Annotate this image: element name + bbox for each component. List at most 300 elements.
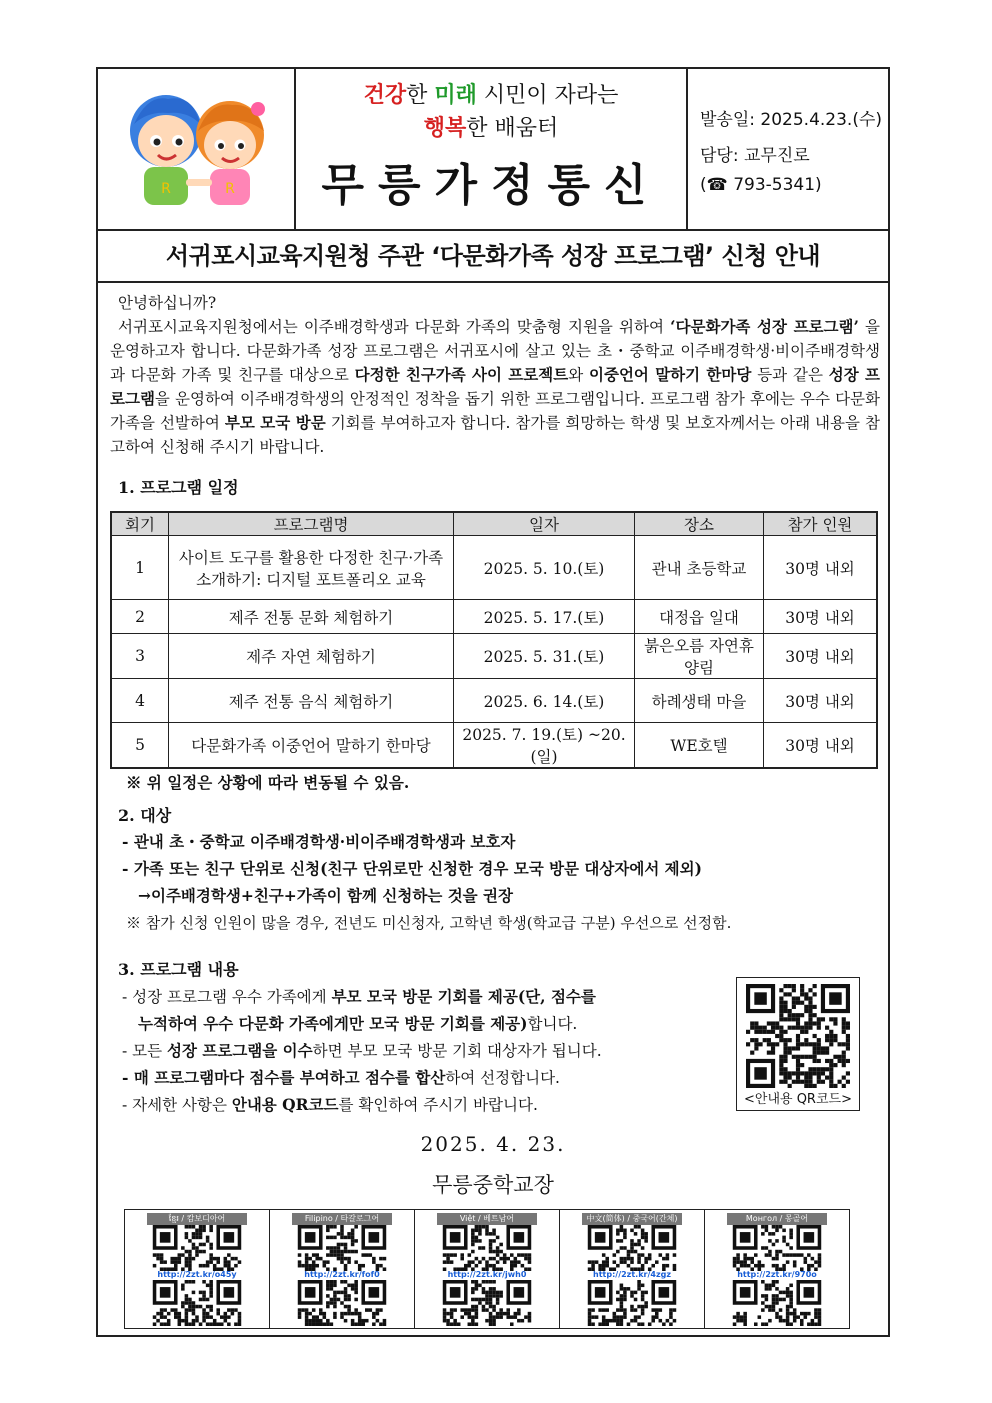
qr-module	[443, 1319, 447, 1323]
qr-module	[475, 1236, 479, 1240]
qr-module	[743, 1260, 747, 1264]
qr-module	[199, 1291, 203, 1295]
qr-module	[354, 1250, 358, 1254]
language-qr-cell[interactable]	[705, 1210, 849, 1328]
table-row	[111, 634, 877, 679]
program-name: 제주 전통 음식 체험하기	[169, 679, 454, 723]
qr-module	[804, 1005, 808, 1009]
qr-module	[178, 1312, 182, 1316]
qr-module	[496, 1291, 500, 1295]
qr-module	[595, 1315, 599, 1319]
qr-module	[347, 1305, 351, 1309]
qr-module	[846, 1034, 850, 1038]
qr-module	[800, 1319, 804, 1323]
guide-qr-code[interactable]	[746, 984, 850, 1088]
qr-module	[326, 1301, 330, 1305]
qr-module	[216, 1260, 220, 1264]
qr-module	[842, 1017, 846, 1021]
qr-module	[846, 1042, 850, 1046]
qr-module	[637, 1260, 641, 1264]
qr-module	[814, 1308, 818, 1312]
qr-module	[517, 1312, 521, 1316]
qr-module	[808, 1026, 812, 1030]
qr-module	[517, 1260, 521, 1264]
qr-module	[768, 1319, 772, 1323]
qr-module	[471, 1287, 475, 1291]
qr-module	[838, 1055, 842, 1059]
qr-module	[471, 1260, 475, 1264]
qr-finder-pattern	[369, 1287, 380, 1298]
qr-module	[591, 1264, 595, 1268]
qr-module	[796, 1034, 800, 1038]
qr-module	[181, 1287, 185, 1291]
qr-module	[475, 1257, 479, 1261]
qr-module	[804, 1055, 808, 1059]
qr-module	[170, 1260, 174, 1264]
language-qr-cell[interactable]	[270, 1210, 415, 1328]
qr-module	[620, 1294, 624, 1298]
qr-module	[761, 1264, 765, 1268]
qr-module	[792, 988, 796, 992]
qr-module	[199, 1264, 203, 1268]
qr-module	[464, 1264, 468, 1268]
qr-module	[365, 1319, 369, 1323]
qr-module	[475, 1308, 479, 1312]
qr-module	[637, 1239, 641, 1243]
qr-module	[524, 1257, 528, 1261]
qr-module	[808, 996, 812, 1000]
qr-module	[503, 1257, 507, 1261]
qr-module	[829, 1067, 833, 1071]
qr-module	[623, 1298, 627, 1302]
qr-module	[213, 1264, 217, 1268]
qr-module	[779, 1298, 783, 1302]
qr-module	[185, 1319, 189, 1323]
newsletter-header	[98, 69, 888, 231]
qr-module	[485, 1280, 489, 1284]
qr-module	[623, 1260, 627, 1264]
language-url[interactable]: http://2zt.kr/970o	[737, 1270, 817, 1279]
qr-module	[842, 1063, 846, 1067]
qr-module	[772, 1243, 776, 1247]
program-count: 30명 내외	[764, 600, 878, 634]
language-qr-cell[interactable]	[125, 1210, 270, 1328]
qr-module	[361, 1264, 365, 1268]
qr-module	[793, 1312, 797, 1316]
qr-module	[468, 1312, 472, 1316]
qr-module	[188, 1225, 192, 1229]
qr-module	[192, 1312, 196, 1316]
qr-module	[763, 1030, 767, 1034]
qr-module	[813, 1055, 817, 1059]
qr-module	[209, 1246, 213, 1250]
qr-module	[833, 1063, 837, 1067]
qr-module	[231, 1308, 235, 1312]
qr-module	[372, 1315, 376, 1319]
language-url[interactable]: http://2zt.kr/jwh0	[447, 1270, 527, 1279]
language-qr-cell[interactable]	[560, 1210, 705, 1328]
qr-module	[793, 1315, 797, 1319]
qr-module	[813, 984, 817, 988]
qr-module	[796, 996, 800, 1000]
qr-module	[485, 1225, 489, 1229]
content-item-4	[122, 1093, 538, 1115]
qr-module	[340, 1291, 344, 1295]
qr-module	[478, 1298, 482, 1302]
language-url[interactable]: http://2zt.kr/4zgz	[593, 1270, 671, 1279]
qr-module	[620, 1301, 624, 1305]
qr-module	[333, 1315, 337, 1319]
qr-module	[651, 1264, 655, 1268]
qr-module	[754, 1322, 758, 1326]
qr-module	[641, 1322, 645, 1326]
qr-module	[333, 1294, 337, 1298]
qr-module	[605, 1260, 609, 1264]
qr-module	[750, 1257, 754, 1261]
qr-module	[783, 1076, 787, 1080]
session-no: 1	[111, 536, 169, 600]
qr-module	[786, 1291, 790, 1295]
qr-module	[772, 1294, 776, 1298]
qr-module	[354, 1298, 358, 1302]
qr-module	[492, 1250, 496, 1254]
qr-module	[323, 1312, 327, 1316]
qr-module	[813, 1021, 817, 1025]
qr-module	[372, 1257, 376, 1261]
language-qr-code-top[interactable]	[297, 1225, 387, 1271]
qr-module	[817, 1051, 821, 1055]
qr-module	[496, 1294, 500, 1298]
qr-module	[160, 1253, 164, 1257]
qr-module	[305, 1253, 309, 1257]
qr-module	[800, 1071, 804, 1075]
qr-module	[842, 1051, 846, 1055]
qr-module	[829, 1038, 833, 1042]
qr-module	[800, 1042, 804, 1046]
qr-module	[464, 1308, 468, 1312]
qr-module	[517, 1319, 521, 1323]
qr-module	[489, 1312, 493, 1316]
qr-module	[340, 1315, 344, 1319]
qr-module	[771, 1042, 775, 1046]
qr-module	[808, 1001, 812, 1005]
qr-module	[775, 1034, 779, 1038]
qr-module	[330, 1322, 334, 1326]
qr-module	[818, 1315, 822, 1319]
qr-module	[153, 1322, 157, 1326]
qr-module	[808, 1017, 812, 1021]
qr-module	[779, 1026, 783, 1030]
language-qr-cell[interactable]	[415, 1210, 560, 1328]
qr-module	[637, 1287, 641, 1291]
qr-module	[202, 1264, 206, 1268]
language-qr-code-top[interactable]	[587, 1225, 677, 1271]
qr-module	[779, 1030, 783, 1034]
qr-module	[772, 1298, 776, 1302]
qr-module	[326, 1294, 330, 1298]
qr-module	[602, 1253, 606, 1257]
qr-module	[323, 1315, 327, 1319]
qr-module	[634, 1291, 638, 1295]
language-qr-code-bottom[interactable]	[587, 1280, 677, 1326]
qr-module	[602, 1322, 606, 1326]
qr-module	[489, 1232, 493, 1236]
qr-finder-pattern	[754, 1067, 766, 1079]
qr-module	[185, 1308, 189, 1312]
qr-module	[195, 1232, 199, 1236]
qr-module	[298, 1315, 302, 1319]
qr-module	[344, 1298, 348, 1302]
qr-module	[354, 1308, 358, 1312]
qr-module	[238, 1315, 242, 1319]
qr-module	[216, 1308, 220, 1312]
qr-module	[779, 1038, 783, 1042]
qr-module	[818, 1253, 822, 1257]
qr-module	[482, 1305, 486, 1309]
qr-module	[598, 1322, 602, 1326]
qr-module	[192, 1232, 196, 1236]
qr-module	[630, 1243, 634, 1247]
qr-module	[383, 1322, 387, 1326]
qr-module	[358, 1264, 362, 1268]
qr-module	[804, 1009, 808, 1013]
headline: 서귀포시교육지원청 주관 ‘다문화가족 성장 프로그램’ 신청 안내	[98, 231, 888, 283]
qr-module	[514, 1260, 518, 1264]
guide-qr-caption: <안내용 QR코드>	[744, 1092, 852, 1107]
qr-module	[181, 1246, 185, 1250]
qr-module	[192, 1246, 196, 1250]
qr-module	[376, 1264, 380, 1268]
qr-module	[213, 1322, 217, 1326]
qr-module	[238, 1260, 242, 1264]
qr-module	[489, 1322, 493, 1326]
qr-module	[792, 996, 796, 1000]
qr-module	[595, 1260, 599, 1264]
qr-module	[202, 1308, 206, 1312]
qr-module	[623, 1294, 627, 1298]
qr-module	[517, 1253, 521, 1257]
qr-module	[163, 1315, 167, 1319]
qr-module	[807, 1322, 811, 1326]
language-qr-code-bottom[interactable]	[297, 1280, 387, 1326]
qr-module	[800, 1030, 804, 1034]
qr-module	[591, 1322, 595, 1326]
qr-module	[315, 1264, 319, 1268]
qr-module	[485, 1298, 489, 1302]
qr-module	[765, 1322, 769, 1326]
guide-qr-box[interactable]	[736, 977, 860, 1111]
qr-module	[789, 1305, 793, 1309]
qr-module	[779, 1080, 783, 1084]
qr-module	[846, 1071, 850, 1075]
qr-module	[492, 1294, 496, 1298]
qr-module	[811, 1257, 815, 1261]
qr-module	[450, 1253, 454, 1257]
kids-mascot-illustration	[98, 69, 294, 229]
qr-module	[202, 1319, 206, 1323]
qr-module	[354, 1322, 358, 1326]
qr-module	[829, 1030, 833, 1034]
qr-module	[188, 1308, 192, 1312]
qr-module	[804, 996, 808, 1000]
qr-module	[192, 1308, 196, 1312]
qr-module	[192, 1236, 196, 1240]
qr-module	[598, 1308, 602, 1312]
qr-module	[209, 1291, 213, 1295]
qr-module	[308, 1312, 312, 1316]
qr-module	[838, 1042, 842, 1046]
qr-module	[768, 1253, 772, 1257]
qr-module	[333, 1312, 337, 1316]
qr-module	[372, 1260, 376, 1264]
qr-module	[779, 1005, 783, 1009]
qr-module	[238, 1319, 242, 1323]
qr-module	[460, 1315, 464, 1319]
qr-module	[482, 1287, 486, 1291]
qr-module	[199, 1225, 203, 1229]
qr-module	[492, 1229, 496, 1233]
language-label: Filipino / 타갈로그어	[292, 1213, 392, 1225]
qr-module	[372, 1312, 376, 1316]
qr-module	[648, 1322, 652, 1326]
qr-module	[185, 1225, 189, 1229]
qr-module	[492, 1305, 496, 1309]
qr-module	[804, 1071, 808, 1075]
qr-module	[174, 1264, 178, 1268]
qr-module	[818, 1319, 822, 1323]
qr-module	[782, 1264, 786, 1268]
qr-module	[775, 1021, 779, 1025]
qr-module	[821, 1046, 825, 1050]
program-place: 대정읍 일대	[635, 600, 764, 634]
qr-module	[333, 1225, 337, 1229]
qr-module	[478, 1239, 482, 1243]
qr-module	[620, 1225, 624, 1229]
qr-module	[305, 1260, 309, 1264]
qr-module	[616, 1298, 620, 1302]
qr-module	[588, 1308, 592, 1312]
qr-module	[761, 1280, 765, 1284]
language-qr-code-top[interactable]	[442, 1225, 532, 1271]
qr-module	[817, 1046, 821, 1050]
qr-module	[170, 1308, 174, 1312]
qr-module	[312, 1319, 316, 1323]
qr-module	[767, 1021, 771, 1025]
qr-module	[758, 1260, 762, 1264]
language-qr-code-bottom[interactable]	[152, 1280, 242, 1326]
qr-module	[783, 1055, 787, 1059]
qr-module	[838, 1080, 842, 1084]
qr-module	[312, 1253, 316, 1257]
qr-module	[765, 1253, 769, 1257]
qr-module	[655, 1308, 659, 1312]
qr-module	[361, 1253, 365, 1257]
qr-module	[308, 1257, 312, 1261]
qr-module	[344, 1243, 348, 1247]
qr-module	[800, 1055, 804, 1059]
qr-module	[528, 1257, 532, 1261]
qr-module	[740, 1315, 744, 1319]
qr-module	[528, 1319, 532, 1323]
qr-module	[453, 1253, 457, 1257]
qr-module	[485, 1301, 489, 1305]
target-item-2: - 가족 또는 친구 단위로 신청(친구 단위로만 신청한 경우 모국 방문 대상자에서 제외)	[122, 859, 702, 878]
qr-module	[605, 1308, 609, 1312]
qr-module	[775, 1253, 779, 1257]
qr-module	[475, 1225, 479, 1229]
qr-module	[792, 1080, 796, 1084]
qr-finder-pattern	[514, 1232, 525, 1243]
qr-module	[453, 1308, 457, 1312]
content-text-bold: 안내용 QR코드	[231, 1095, 339, 1114]
qr-module	[789, 1301, 793, 1305]
qr-module	[185, 1298, 189, 1302]
qr-module	[641, 1284, 645, 1288]
content-text-bold: - 매 프로그램마다 점수를 부여하고 점수를 합산	[122, 1068, 446, 1087]
qr-module	[305, 1308, 309, 1312]
qr-module	[478, 1225, 482, 1229]
qr-module	[344, 1246, 348, 1250]
qr-module	[736, 1315, 740, 1319]
qr-module	[779, 1319, 783, 1323]
qr-module	[641, 1294, 645, 1298]
qr-module	[514, 1312, 518, 1316]
qr-module	[202, 1225, 206, 1229]
qr-module	[833, 1034, 837, 1038]
qr-module	[174, 1312, 178, 1316]
qr-module	[167, 1319, 171, 1323]
qr-module	[340, 1253, 344, 1257]
qr-module	[825, 1067, 829, 1071]
qr-module	[786, 1319, 790, 1323]
qr-module	[655, 1312, 659, 1316]
qr-module	[754, 1253, 758, 1257]
qr-module	[788, 1046, 792, 1050]
qr-module	[216, 1322, 220, 1326]
qr-finder-pattern	[160, 1232, 171, 1243]
qr-module	[792, 1055, 796, 1059]
qr-module	[489, 1239, 493, 1243]
qr-module	[750, 1021, 754, 1025]
language-url[interactable]: http://2zt.kr/o45y	[157, 1270, 237, 1279]
qr-module	[192, 1301, 196, 1305]
qr-module	[496, 1312, 500, 1316]
qr-module	[782, 1319, 786, 1323]
qr-module	[475, 1298, 479, 1302]
qr-module	[605, 1257, 609, 1261]
language-qr-code-bottom[interactable]	[442, 1280, 532, 1326]
qr-module	[814, 1260, 818, 1264]
language-qr-code-top[interactable]	[152, 1225, 242, 1271]
qr-module	[330, 1298, 334, 1302]
qr-module	[209, 1315, 213, 1319]
qr-module	[340, 1260, 344, 1264]
qr-module	[319, 1312, 323, 1316]
qr-module	[634, 1319, 638, 1323]
qr-module	[224, 1260, 228, 1264]
qr-module	[641, 1305, 645, 1309]
qr-module	[800, 1013, 804, 1017]
qr-module	[789, 1236, 793, 1240]
qr-module	[792, 984, 796, 988]
qr-module	[750, 1051, 754, 1055]
header-title-block	[296, 69, 688, 229]
language-url[interactable]: http://2zt.kr/fof0	[304, 1270, 380, 1279]
language-qr-code-top[interactable]	[732, 1225, 822, 1271]
qr-module	[765, 1229, 769, 1233]
qr-module	[808, 1055, 812, 1059]
language-qr-code-bottom[interactable]	[732, 1280, 822, 1326]
